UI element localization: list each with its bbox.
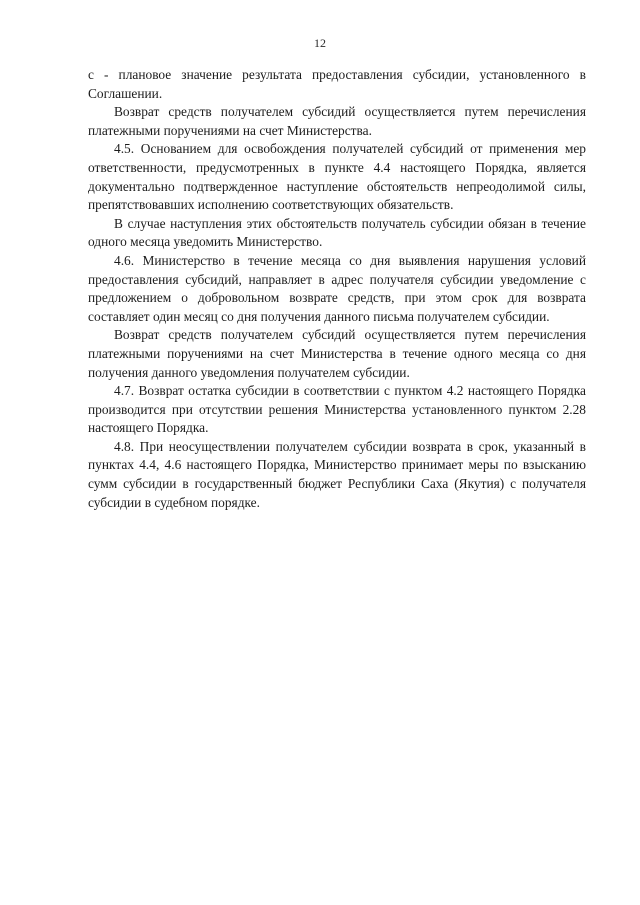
paragraph-return-funds-deadline: Возврат средств получателем субсидий осуществляется путем перечисления платежными поручениями на счет Министерства в течение одного месяца со дня получения данного уведомления получателем субсидии. — [88, 327, 586, 380]
paragraph-4-8: 4.8. При неосуществлении получателем субсидии возврата в срок, указанный в пунктах 4.4, 4.6 настоящего Порядка, Министерство принимает меры по взысканию сумм субсидии в государственный бюджет Республики Саха (Якутия) с получателя субсидии в судебном порядке. — [88, 438, 586, 510]
paragraph-4-5: 4.5. Основанием для освобождения получателей субсидий от применения мер ответственности, предусмотренных в пункте 4.4 настоящего Порядка, является документально подтвержденное наступление обстоятельств непреодолимой силы, препятствовавших исполнению соответствующих обязательств. — [88, 141, 586, 213]
paragraph-force-majeure-notice: В случае наступления этих обстоятельств получатель субсидии обязан в течение одного месяца уведомить Министерство. — [88, 215, 586, 250]
paragraph-4-6: 4.6. Министерство в течение месяца со дня выявления нарушения условий предоставления субсидий, направляет в адрес получателя субсидии уведомление с предложением о добровольном возврате средств, при этом срок для возврата составляет один месяц со дня получения данного письма получателем субсидии. — [88, 252, 586, 324]
paragraph-formula-definition: с - плановое значение результата предоставления субсидии, установленного в Соглашении. — [88, 67, 586, 101]
paragraph-4-7: 4.7. Возврат остатка субсидии в соответствии с пунктом 4.2 настоящего Порядка производится при отсутствии решения Министерства установленного пунктом 2.28 настоящего Порядка. — [88, 383, 586, 436]
page-number: 12 — [314, 36, 326, 50]
paragraph-return-funds: Возврат средств получателем субсидий осуществляется путем перечисления платежными поручениями на счет Министерства. — [88, 104, 586, 138]
document-body — [88, 66, 586, 512]
